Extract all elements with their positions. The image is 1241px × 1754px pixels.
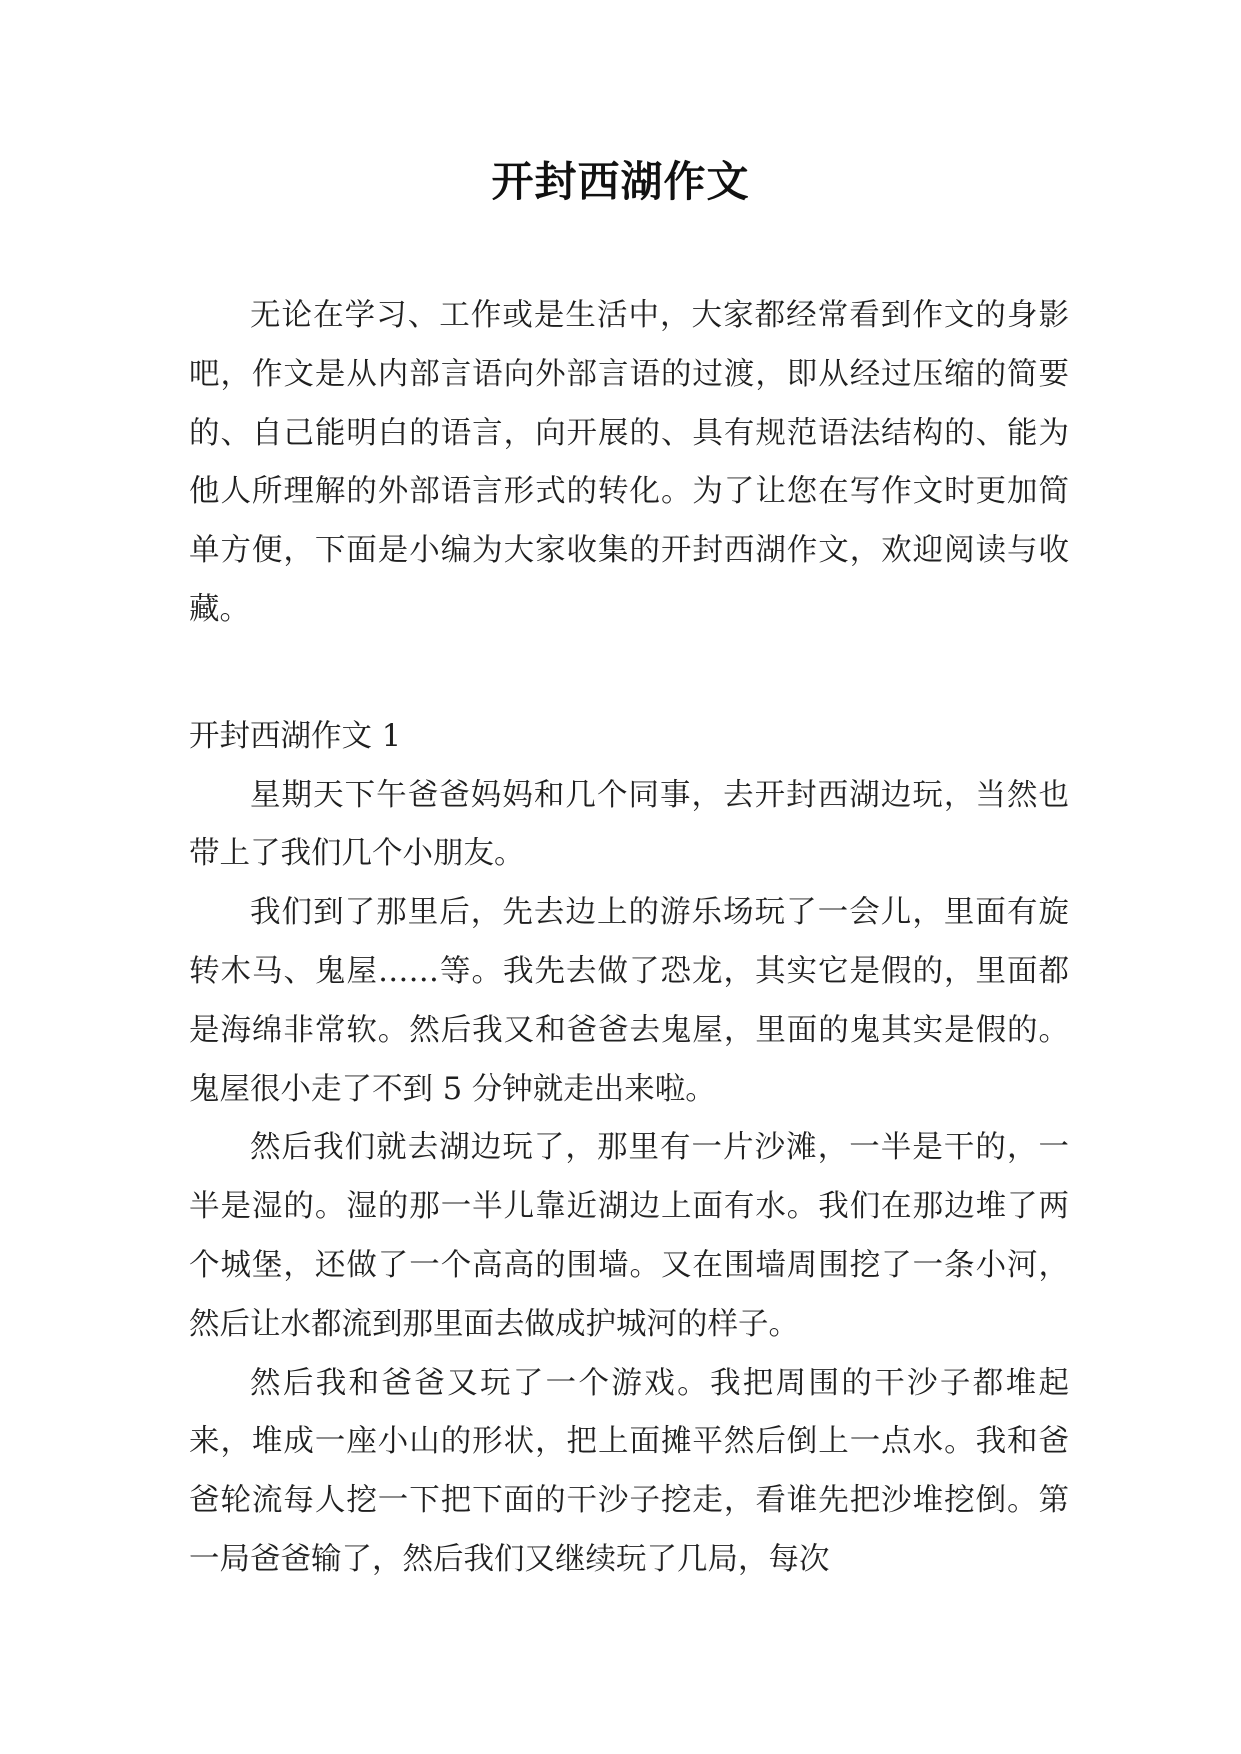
intro-paragraph: 无论在学习、工作或是生活中，大家都经常看到作文的身影吧，作文是从内部言语向外部言语的过渡，即从经过压缩的简要的、自己能明白的语言，向开展的、具有规范语法结构的、能为他人所理解的外部语言形式的转化。为了让您在写作文时更加简单方便，下面是小编为大家收集的开封西湖作文，欢迎阅读与收藏。	[189, 298, 1069, 627]
section-heading: 开封西湖作文 1	[189, 718, 402, 754]
body-paragraph: 我们到了那里后，先去边上的游乐场玩了一会儿，里面有旋转木马、鬼屋……等。我先去做了恐龙，其实它是假的，里面都是海绵非常软。然后我又和爸爸去鬼屋，里面的鬼其实是假的。鬼屋很小走了不到 5 分钟就走出来啦。	[189, 895, 1069, 1107]
document-title: 开封西湖作文	[491, 157, 750, 206]
document-body	[189, 287, 1069, 1590]
body-paragraph: 然后我们就去湖边玩了，那里有一片沙滩，一半是干的，一半是湿的。湿的那一半儿靠近湖边上面有水。我们在那边堆了两个城堡，还做了一个高高的围墙。又在围墙周围挖了一条小河，然后让水都流到那里面去做成护城河的样子。	[189, 1130, 1069, 1342]
body-paragraph: 星期天下午爸爸妈妈和几个同事，去开封西湖边玩，当然也带上了我们几个小朋友。	[189, 777, 1069, 872]
body-paragraph: 然后我和爸爸又玩了一个游戏。我把周围的干沙子都堆起来，堆成一座小山的形状，把上面摊平然后倒上一点水。我和爸爸轮流每人挖一下把下面的干沙子挖走，看谁先把沙堆挖倒。第一局爸爸输了，然后我们又继续玩了几局，每次	[189, 1365, 1069, 1577]
